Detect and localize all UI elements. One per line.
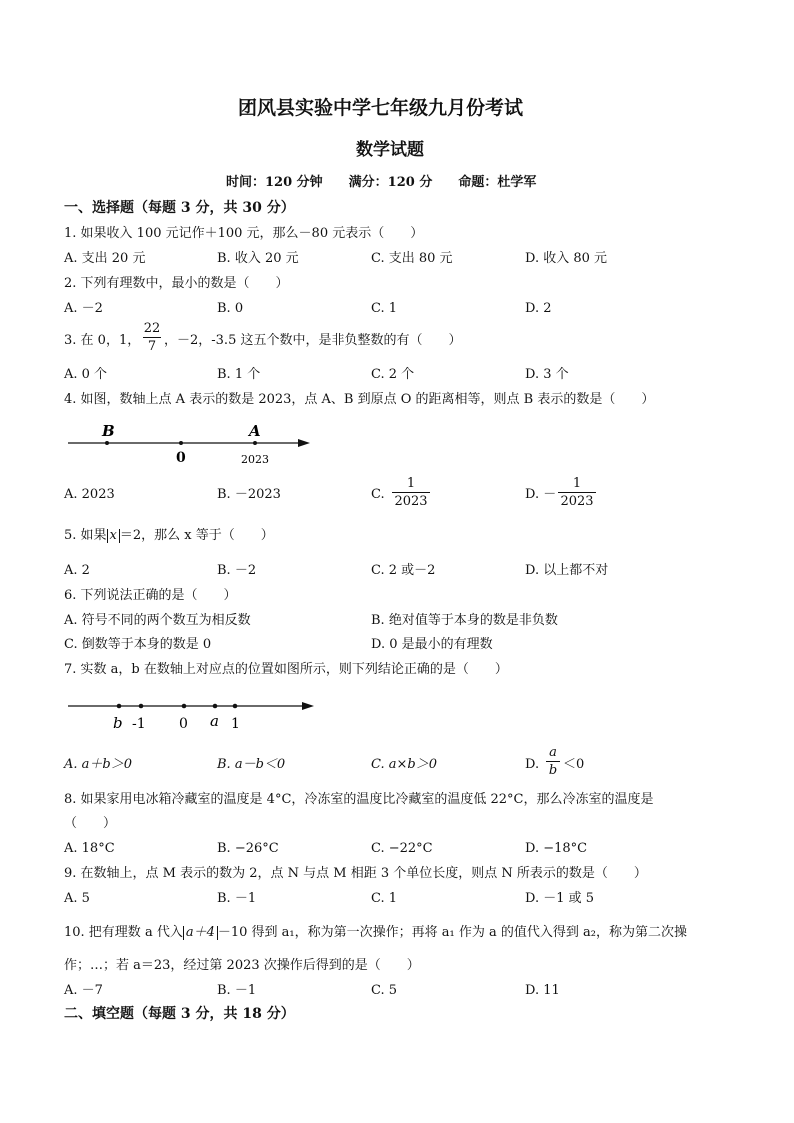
question-6-option-d: D. 0 是最小的有理数 — [371, 637, 493, 652]
question-2-option-d: D. 2 — [525, 301, 552, 316]
one-dot — [233, 704, 238, 709]
point-a-label: a — [210, 712, 219, 730]
question-10-option-d: D. 11 — [525, 983, 560, 998]
fraction-numerator: 1 — [572, 476, 582, 491]
question-5-option-b: B. －2 — [217, 563, 257, 578]
question-8-option-d: D. −18°C — [525, 841, 588, 856]
fraction-numerator: 22 — [143, 321, 161, 336]
point-a-label: A — [249, 422, 261, 440]
value-2023-label: 2023 — [241, 453, 269, 466]
fraction-denominator: b — [548, 763, 558, 778]
one-label: 1 — [231, 716, 240, 732]
point-b-label: B — [102, 422, 115, 440]
point-b-dot — [105, 441, 109, 445]
question-10-option-c: C. 5 — [371, 983, 398, 998]
question-1-option-a: A. 支出 20 元 — [64, 251, 146, 266]
fraction-numerator: 1 — [406, 476, 416, 491]
question-4-option-b: B. －2023 — [217, 487, 281, 502]
question-4-option-a: A. 2023 — [64, 487, 115, 502]
question-3-stem-pre: 3. 在 0，1， — [64, 333, 141, 348]
question-7-option-d-prefix: D. — [525, 757, 540, 772]
origin-label: 0 — [176, 450, 186, 466]
question-6-stem: 6. 下列说法正确的是（ ） — [64, 588, 237, 603]
question-3-option-a: A. 0 个 — [64, 367, 108, 382]
question-2-stem: 2. 下列有理数中，最小的数是（ ） — [64, 276, 289, 291]
question-10-stem-continued: 作；…；若 a＝23，经过第 2023 次操作后得到的是（ ） — [64, 958, 420, 973]
fraction-denominator: 2023 — [560, 494, 594, 509]
question-4-option-c-prefix: C. — [371, 487, 385, 502]
point-a-dot — [253, 441, 257, 445]
question-7-option-c: C. a×b＞0 — [371, 757, 437, 772]
question-10-option-a: A. －7 — [64, 983, 103, 998]
fraction-bar — [546, 761, 560, 762]
question-7-option-b: B. a－b＜0 — [217, 757, 286, 772]
question-5-option-a: A. 2 — [64, 563, 90, 578]
number-line-arrow — [298, 439, 310, 447]
absolute-value-expression: x — [107, 529, 120, 543]
exam-title: 团风县实验中学七年级九月份考试 — [238, 97, 524, 119]
minus-one-label: -1 — [132, 716, 146, 732]
question-5-stem — [64, 528, 274, 544]
question-1-stem: 1. 如果收入 100 元记作＋100 元，那么－80 元表示（ ） — [64, 226, 424, 241]
question-10-option-b: B. －1 — [217, 983, 257, 998]
question-3-option-d: D. 3 个 — [525, 367, 569, 382]
fraction-bar — [143, 337, 161, 338]
question-5-option-c: C. 2 或－2 — [371, 563, 436, 578]
point-a-dot — [213, 704, 218, 709]
question-10-stem — [64, 925, 687, 941]
question-7-stem: 7. 实数 a，b 在数轴上对应点的位置如图所示，则下列结论正确的是（ ） — [64, 662, 508, 677]
question-2-option-a: A. －2 — [64, 301, 103, 316]
question-5-stem-pre: 5. 如果 — [64, 528, 107, 543]
question-4-option-d-prefix: D. － — [525, 487, 557, 502]
question-5-option-d: D. 以上都不对 — [525, 563, 609, 578]
question-2-option-b: B. 0 — [217, 301, 244, 316]
question-9-option-c: C. 1 — [371, 891, 398, 906]
question-8-option-a: A. 18°C — [64, 841, 115, 856]
question-4-option-c-fraction — [392, 476, 430, 509]
question-7-number-line-figure — [64, 692, 320, 736]
question-9-option-b: B. －1 — [217, 891, 257, 906]
question-8-stem-continued: （ ） — [64, 816, 117, 831]
section-heading-fill-in: 二、填空题（每题 3 分，共 18 分） — [64, 1006, 295, 1022]
question-6-option-c: C. 倒数等于本身的数是 0 — [64, 637, 212, 652]
question-10-stem-pre: 10. 把有理数 a 代入 — [64, 925, 183, 940]
number-line-arrow — [302, 702, 314, 710]
question-1-option-b: B. 收入 20 元 — [217, 251, 299, 266]
question-8-stem: 8. 如果家用电冰箱冷藏室的温度是 4°C，冷冻室的温度比冷藏室的温度低 22°C，那么冷冻室的温度是 — [64, 792, 654, 807]
origin-label: 0 — [179, 716, 188, 732]
absolute-value-expression: a＋4 — [183, 926, 218, 940]
fraction-denominator: 2023 — [394, 494, 428, 509]
point-b-dot — [117, 704, 122, 709]
question-9-option-a: A. 5 — [64, 891, 90, 906]
origin-dot — [182, 704, 187, 709]
question-1-option-d: D. 收入 80 元 — [525, 251, 608, 266]
question-5-stem-post: ＝2，那么 x 等于（ ） — [119, 528, 274, 543]
question-3-option-b: B. 1 个 — [217, 367, 261, 382]
question-8-option-c: C. −22°C — [371, 841, 433, 856]
origin-dot — [179, 441, 183, 445]
question-3-option-c: C. 2 个 — [371, 367, 415, 382]
question-7-option-a: A. a＋b＞0 — [64, 757, 132, 772]
fraction-denominator: 7 — [147, 339, 157, 354]
fraction-bar — [558, 492, 596, 493]
section-heading-choice: 一、选择题（每题 3 分，共 30 分） — [64, 200, 295, 216]
question-4-option-d-fraction — [558, 476, 596, 509]
exam-meta: 时间：120 分钟 满分：120 分 命题：杜学军 — [226, 175, 537, 190]
question-7-option-d-suffix: ＜0 — [563, 757, 585, 772]
question-3-fraction — [143, 321, 161, 354]
question-3-stem-post: ，－2，-3.5 这五个数中，是非负整数的有（ ） — [164, 333, 462, 348]
question-1-option-c: C. 支出 80 元 — [371, 251, 453, 266]
question-7-option-d-fraction — [546, 745, 560, 778]
question-4-stem: 4. 如图，数轴上点 A 表示的数是 2023，点 A、B 到原点 O 的距离相等，则点 B 表示的数是（ ） — [64, 392, 655, 407]
question-4-number-line-figure — [64, 418, 314, 470]
exam-subtitle: 数学试题 — [356, 140, 424, 160]
question-6-option-b: B. 绝对值等于本身的数是非负数 — [371, 613, 558, 628]
point-b-label: b — [113, 714, 123, 732]
fraction-bar — [392, 492, 430, 493]
question-10-stem-post: －10 得到 a₁，称为第一次操作；再将 a₁ 作为 a 的值代入得到 a₂，称为第二次操 — [217, 925, 687, 940]
question-2-option-c: C. 1 — [371, 301, 398, 316]
minus-one-dot — [139, 704, 144, 709]
fraction-numerator: a — [549, 745, 557, 760]
question-8-option-b: B. −26°C — [217, 841, 279, 856]
question-9-option-d: D. －1 或 5 — [525, 891, 595, 906]
question-9-stem: 9. 在数轴上，点 M 表示的数为 2，点 N 与点 M 相距 3 个单位长度，则点 N 所表示的数是（ ） — [64, 866, 647, 881]
question-6-option-a: A. 符号不同的两个数互为相反数 — [64, 613, 251, 628]
